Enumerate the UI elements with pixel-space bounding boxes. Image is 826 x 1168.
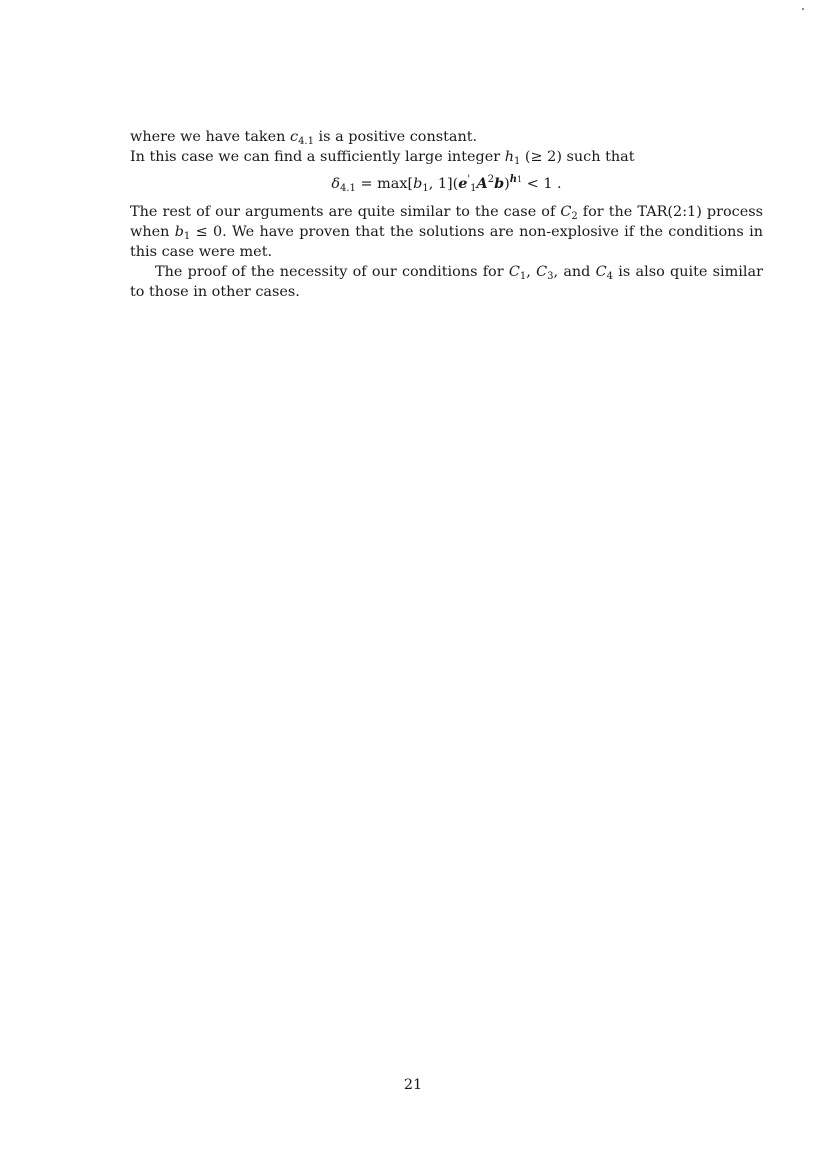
text-line-constant: where we have taken $c_{4.1}$ is a positive constant.	[130, 129, 478, 147]
paragraph-rest-of-arguments: The rest of our arguments are quite similar to the case of $C_2$ for the TAR(2:1) process when $b_1 \le 0$. We have proven that the solutions are non-explosive if the conditions in this case were met.	[130, 204, 763, 260]
text-line-integer: In this case we can find a sufficiently large integer $h_1$ (≥ 2) such that	[130, 149, 635, 167]
display-equation: $\delta_{4.1} = \max[b_1$, $1](e'_1A^2b)^{h1} < 1$ .	[331, 174, 562, 194]
paragraph-proof-of-necessity: The proof of the necessity of our conditions for $C_1$, $C_3$, and $C_4$ is also quite similar to those in other cases.	[130, 264, 763, 300]
page-number: 21	[403, 1077, 423, 1093]
corner-mark	[802, 8, 804, 10]
text-body	[130, 127, 763, 302]
